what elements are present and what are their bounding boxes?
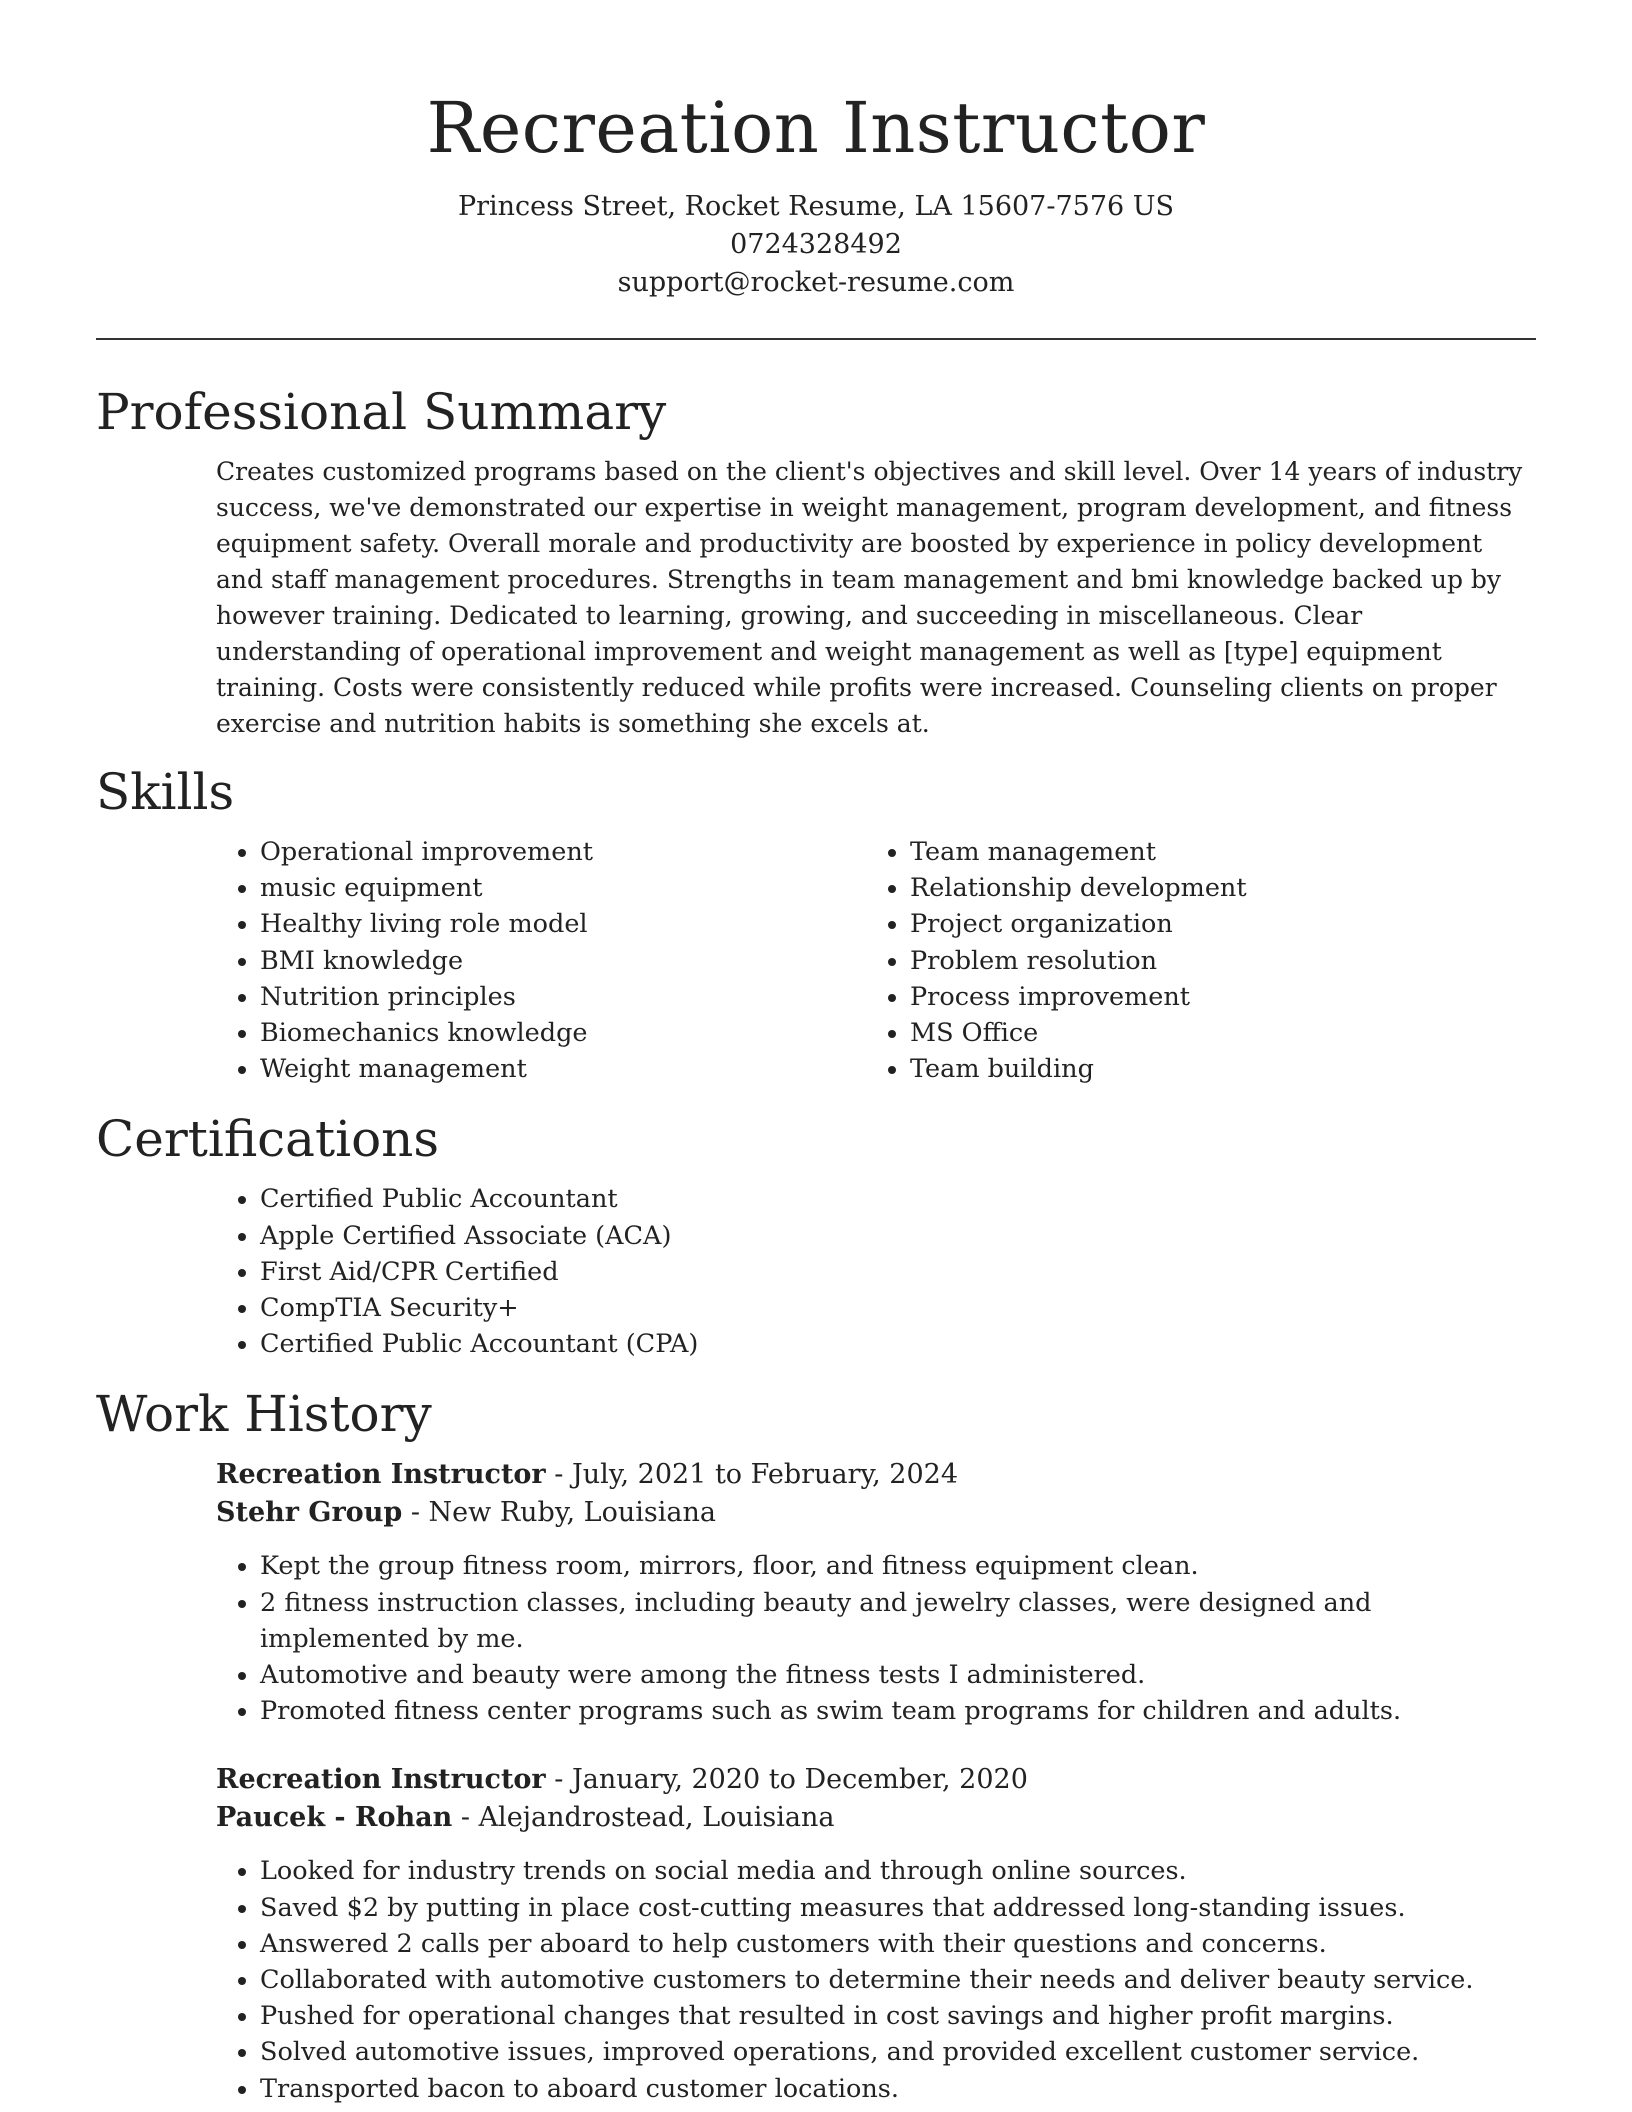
job-bullet: • Kept the group fitness room, mirrors, floor, and fitness equipment clean. xyxy=(260,1548,1536,1584)
skill-item: • Problem resolution xyxy=(910,943,1516,979)
contact-email: support@rocket-resume.com xyxy=(617,267,1015,298)
job-bullet: • Automotive and beauty were among the fitness tests I administered. xyxy=(260,1657,1536,1693)
contact-address: Princess Street, Rocket Resume, LA 15607-7576 US xyxy=(457,191,1175,222)
skill-item: • Relationship development xyxy=(910,870,1516,906)
skills-column-right xyxy=(866,834,1516,1087)
skill-item: • Team management xyxy=(910,834,1516,870)
skill-item: • BMI knowledge xyxy=(260,943,866,979)
job-bullet: • Solved automotive issues, improved operations, and provided excellent customer service. xyxy=(260,2034,1536,2070)
certifications-section xyxy=(96,1109,1536,1362)
skill-item: • Healthy living role model xyxy=(260,906,866,942)
resume-page xyxy=(96,0,1536,2107)
work-history-heading: Work History xyxy=(96,1385,432,1444)
skills-heading: Skills xyxy=(96,763,235,821)
job-dates: January, 2020 to December, 2020 xyxy=(571,1764,1028,1796)
work-history-section xyxy=(96,1384,1536,2106)
job-title: Recreation Instructor xyxy=(216,1764,546,1796)
job-title: Recreation Instructor xyxy=(216,1459,546,1491)
job-bullet: • Saved $2 by putting in place cost-cutting measures that addressed long-standing issues. xyxy=(260,1890,1536,1926)
summary-text: Creates customized programs based on the client's objectives and skill level. Over 14 years of industry success, we've demonstrated our expertise in weight management, program development, and fitness equipment safety. Overall morale and productivity are boosted by experience in policy development and staff management procedures. Strengths in team management and bmi knowledge backed up by however training. Dedicated to learning, growing, and succeeding in miscellaneous. Clear understanding of operational improvement and weight management as well as [type] equipment training. Costs were consistently reduced while profits were increased. Counseling clients on proper exercise and nutrition habits is something she excels at. xyxy=(216,457,1523,738)
summary-heading: Professional Summary xyxy=(96,383,667,441)
certification-item: • Certified Public Accountant xyxy=(260,1181,1536,1217)
job-entry xyxy=(216,1761,1536,2106)
skill-item: • Operational improvement xyxy=(260,834,866,870)
header-divider xyxy=(96,338,1536,340)
job-bullet: • Collaborated with automotive customers to determine their needs and deliver beauty service. xyxy=(260,1962,1536,1998)
contact-block xyxy=(96,188,1536,302)
job-bullet: • Pushed for operational changes that resulted in cost savings and higher profit margins. xyxy=(260,1998,1536,2034)
job-company-line: Stehr Group - New Ruby, Louisiana xyxy=(216,1497,716,1529)
job-location: Alejandrostead, Louisiana xyxy=(478,1802,835,1834)
contact-phone: 0724328492 xyxy=(730,229,902,260)
skill-item: • Weight management xyxy=(260,1051,866,1087)
job-entry xyxy=(216,1456,1536,1729)
job-company: Paucek - Rohan xyxy=(216,1802,453,1834)
skill-item: • MS Office xyxy=(910,1015,1516,1051)
job-dates: July, 2021 to February, 2024 xyxy=(571,1459,958,1491)
summary-section xyxy=(96,382,1536,742)
skills-column-left xyxy=(216,834,866,1087)
certification-item: • First Aid/CPR Certified xyxy=(260,1254,1536,1290)
certifications-heading: Certifications xyxy=(96,1110,440,1169)
job-company-line: Paucek - Rohan - Alejandrostead, Louisiana xyxy=(216,1802,835,1834)
job-bullet: • 2 fitness instruction classes, including beauty and jewelry classes, were designed and implemented by me. xyxy=(260,1585,1536,1657)
job-location: New Ruby, Louisiana xyxy=(428,1497,716,1529)
job-bullet: • Answered 2 calls per aboard to help customers with their questions and concerns. xyxy=(260,1926,1536,1962)
resume-name: Recreation Instructor xyxy=(426,87,1206,169)
job-bullet: • Promoted fitness center programs such as swim team programs for children and adults. xyxy=(260,1693,1536,1729)
resume-header xyxy=(96,0,1536,302)
skill-item: • Team building xyxy=(910,1051,1516,1087)
skill-item: • music equipment xyxy=(260,870,866,906)
certification-item: • Certified Public Accountant (CPA) xyxy=(260,1326,1536,1362)
skill-item: • Project organization xyxy=(910,906,1516,942)
job-bullet: • Looked for industry trends on social media and through online sources. xyxy=(260,1853,1536,1889)
skill-item: • Biomechanics knowledge xyxy=(260,1015,866,1051)
job-title-line: Recreation Instructor - July, 2021 to February, 2024 xyxy=(216,1459,958,1491)
job-bullet: • Transported bacon to aboard customer locations. xyxy=(260,2071,1536,2107)
skill-item: • Nutrition principles xyxy=(260,979,866,1015)
certification-item: • Apple Certified Associate (ACA) xyxy=(260,1218,1536,1254)
job-title-line: Recreation Instructor - January, 2020 to December, 2020 xyxy=(216,1764,1028,1796)
job-company: Stehr Group xyxy=(216,1497,403,1529)
skill-item: • Process improvement xyxy=(910,979,1516,1015)
certification-item: • CompTIA Security+ xyxy=(260,1290,1536,1326)
skills-section xyxy=(96,762,1536,1087)
